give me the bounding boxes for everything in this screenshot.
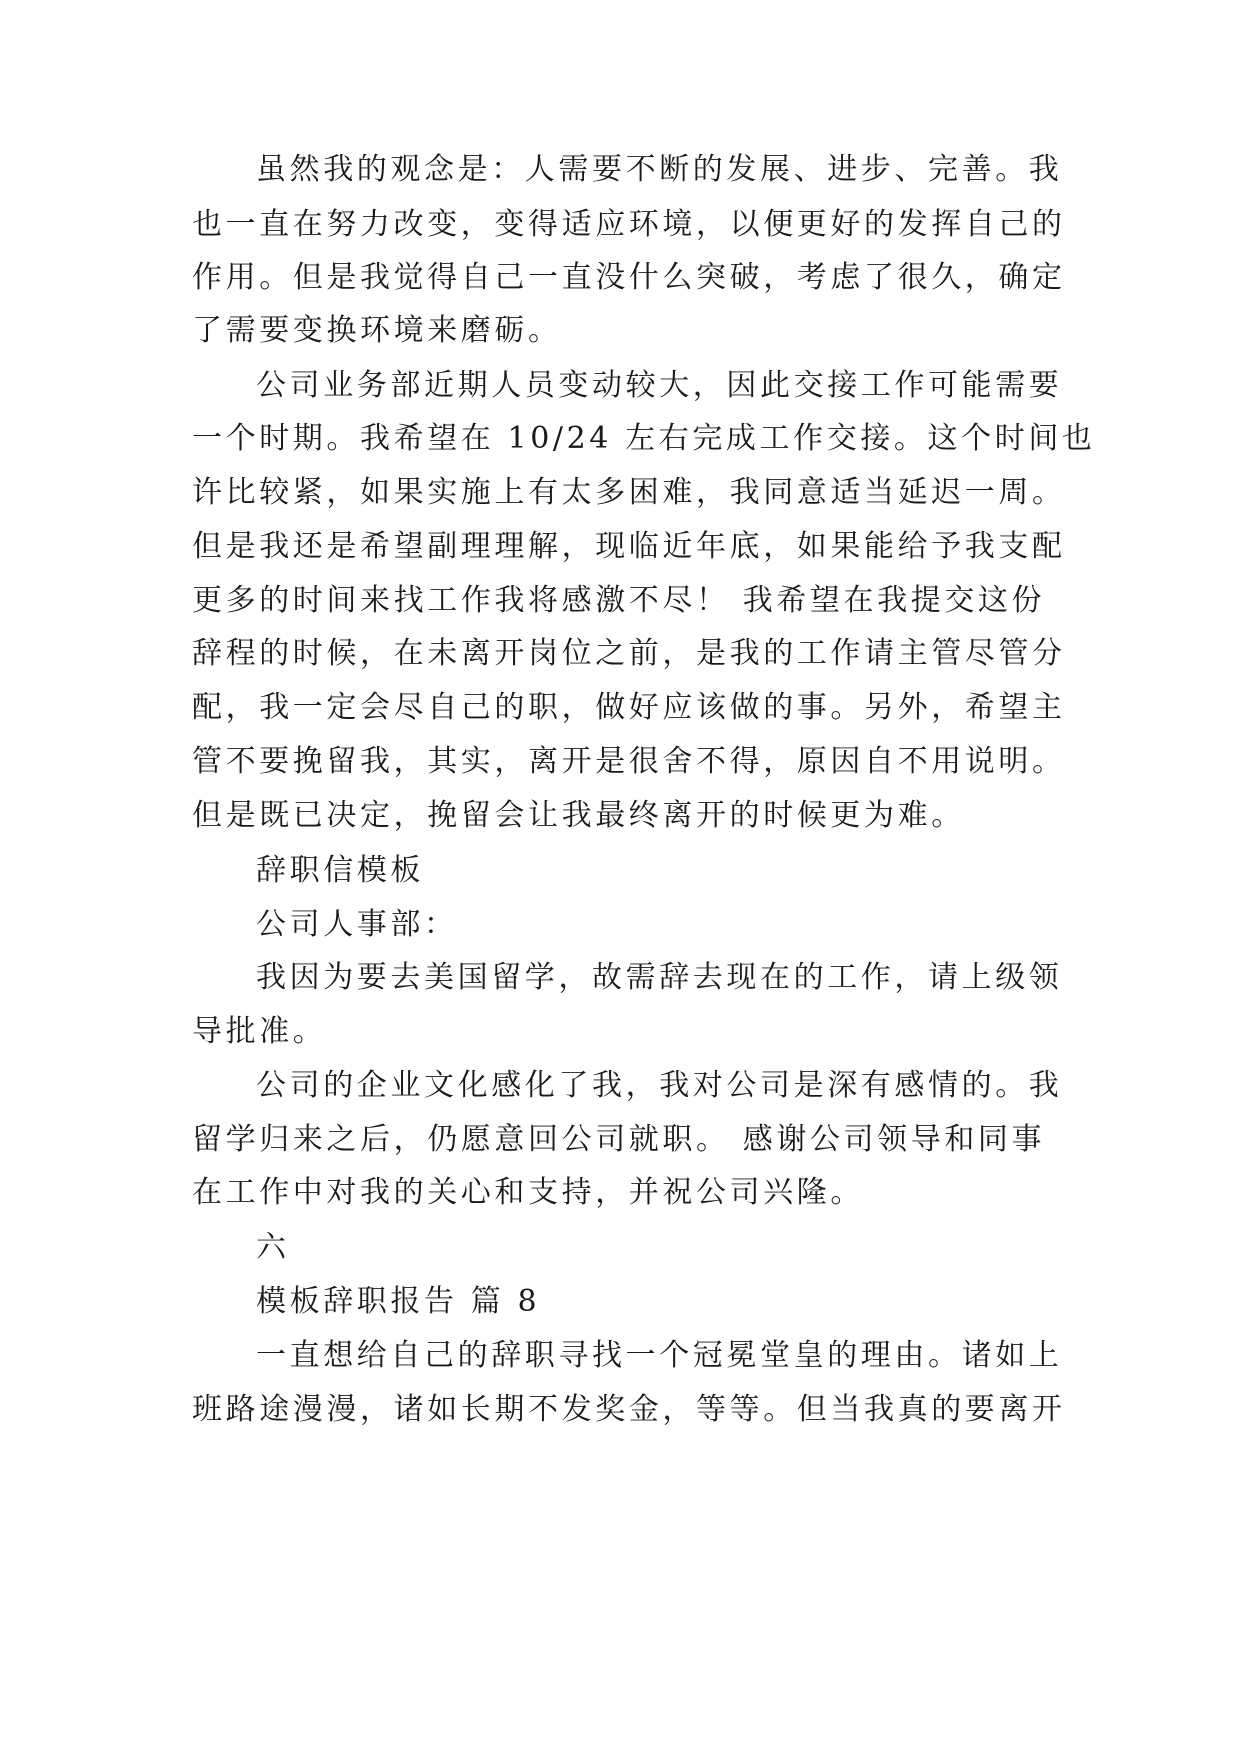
text-line: 留学归来之后，仍愿意回公司就职。 感谢公司领导和同事 [192, 1122, 1046, 1157]
text-line: 管不要挽留我，其实，离开是很舍不得，原因自不用说明。 [192, 744, 1066, 779]
section-heading: 模板辞职报告 篇 8 [256, 1284, 541, 1319]
text-line: 也一直在努力改变，变得适应环境，以便更好的发挥自己的 [192, 207, 1066, 242]
text-line: 配，我一定会尽自己的职，做好应该做的事。另外，希望主 [192, 690, 1066, 725]
text-line: 作用。但是我觉得自己一直没什么突破，考虑了很久，确定 [192, 260, 1066, 295]
text-line: 更多的时间来找工作我将感激不尽！ 我希望在我提交这份 [192, 583, 1046, 618]
text-line: 虽然我的观念是：人需要不断的发展、进步、完善。我 [256, 152, 1063, 187]
text-line: 导批准。 [192, 1014, 327, 1049]
text-line: 了需要变换环境来磨砺。 [192, 313, 562, 348]
text-line: 辞程的时候，在未离开岗位之前，是我的工作请主管尽管分 [192, 636, 1066, 671]
text-line: 班路途漫漫，诸如长期不发奖金，等等。但当我真的要离开 [192, 1392, 1066, 1427]
salutation: 公司人事部： [256, 907, 458, 942]
section-number: 六 [256, 1230, 290, 1265]
text-line: 在工作中对我的关心和支持，并祝公司兴隆。 [192, 1175, 864, 1210]
section-heading: 辞职信模板 [256, 853, 424, 888]
text-line: 但是既已决定，挽留会让我最终离开的时候更为难。 [192, 798, 965, 833]
text-line: 一直想给自己的辞职寻找一个冠冕堂皇的理由。诸如上 [256, 1338, 1063, 1373]
text-line: 许比较紧，如果实施上有太多困难，我同意适当延迟一周。 [192, 475, 1066, 510]
text-line: 我因为要去美国留学，故需辞去现在的工作，请上级领 [256, 960, 1063, 995]
text-line: 公司的企业文化感化了我，我对公司是深有感情的。我 [256, 1068, 1063, 1103]
text-line: 但是我还是希望副理理解，现临近年底，如果能给予我支配 [192, 529, 1066, 564]
text-line: 一个时期。我希望在 10/24 左右完成工作交接。这个时间也 [192, 421, 1096, 456]
text-line: 公司业务部近期人员变动较大，因此交接工作可能需要 [256, 368, 1063, 403]
